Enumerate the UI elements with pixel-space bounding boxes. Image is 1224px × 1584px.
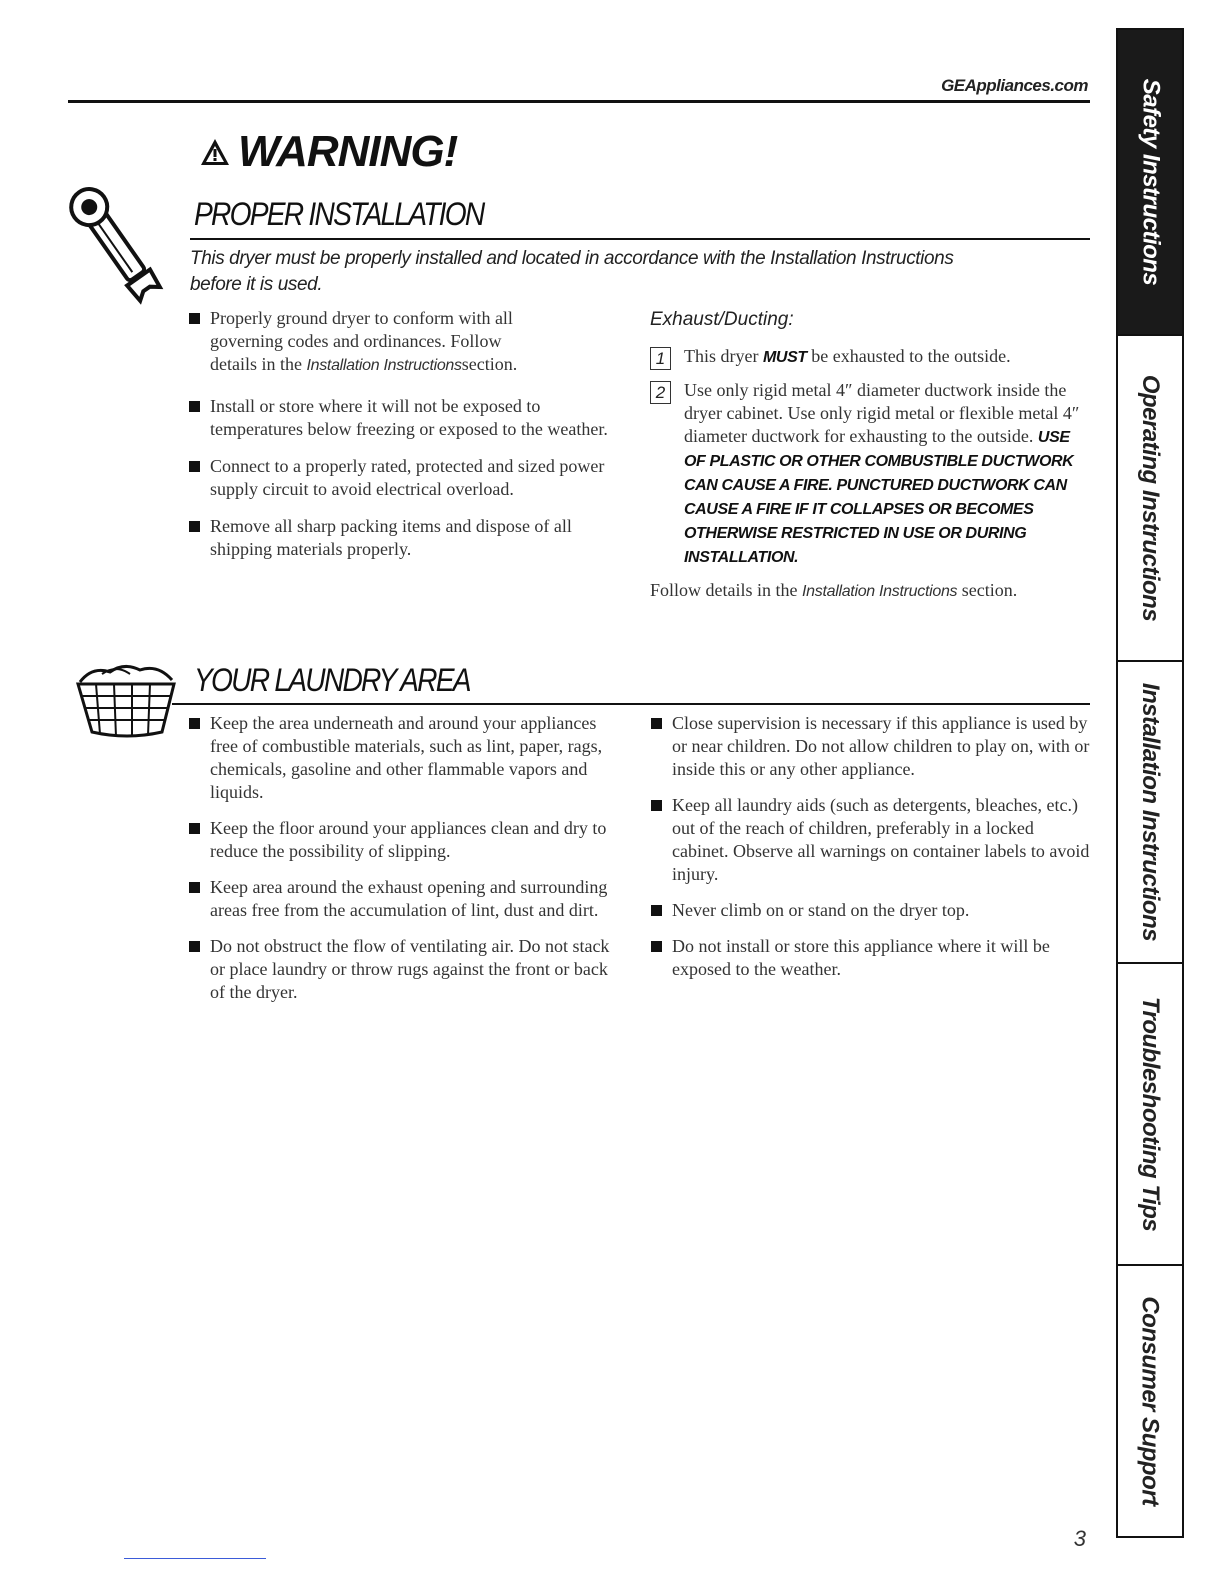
list-item: Keep area around the exhaust opening and surrounding areas free from the accumulation of lint, dust and dirt. — [188, 876, 618, 922]
list-item: Do not obstruct the flow of ventilating air. Do not stack or place laundry or throw rugs against the front or back of the dryer. — [188, 935, 618, 1004]
installation-bullets — [188, 307, 608, 573]
list-item: Close supervision is necessary if this appliance is used by or near children. Do not allow children to play on, with or inside this or any other appliance. — [650, 712, 1090, 781]
tab-consumer-support[interactable]: Consumer Support — [1137, 1296, 1164, 1506]
list-item: Keep the floor around your appliances clean and dry to reduce the possibility of slipping. — [188, 817, 618, 863]
tab-operating-instructions[interactable]: Operating Instructions — [1118, 336, 1182, 662]
exhaust-ducting-title: Exhaust/Ducting: — [650, 309, 794, 330]
tab-safety-instructions[interactable]: Safety Instructions — [1118, 30, 1182, 336]
proper-installation-rule — [190, 238, 1090, 240]
laundry-area-title: YOUR LAUNDRY AREA — [194, 662, 470, 698]
tab-installation-instructions[interactable]: Installation Instructions — [1118, 662, 1182, 964]
laundry-area-rule — [172, 703, 1090, 705]
website-url[interactable]: GEAppliances.com — [941, 76, 1088, 95]
exhaust-ducting-block — [650, 309, 1090, 603]
page-number: 3 — [1073, 1526, 1086, 1551]
warning-heading — [200, 126, 457, 178]
tab-troubleshooting-tips[interactable]: Troubleshooting Tips — [1118, 964, 1182, 1266]
laundry-basket-icon — [72, 660, 182, 740]
proper-installation-title: PROPER INSTALLATION — [194, 196, 484, 232]
exhaust-item-2: 2 Use only rigid metal 4″ diameter ductwork inside the dryer cabinet. Use only rigid metal or flexible metal 4″ diameter ductwork for exhausting to the outside. USE OF PLASTIC OR OTHER COMBUSTIBLE DUCTWORK CAN CAUSE A FIRE. PUNCTURED DUCTWORK CAN CAUSE A FIRE IF IT COLLAPSES OR BECOMES OTHERWISE RESTRICTED IN USE OR DURING INSTALLATION. — [650, 379, 1090, 569]
list-item: Keep the area underneath and around your appliances free of combustible materials, such as lint, paper, rags, chemicals, gasoline and other flammable vapors and liquids. — [188, 712, 618, 804]
exhaust-follow-note: Follow details in the Installation Instructions section. — [650, 580, 1018, 600]
list-item: Keep all laundry aids (such as detergents, bleaches, etc.) out of the reach of children, preferably in a locked cabinet. Observe all warnings on container labels to avoid injury. — [650, 794, 1090, 886]
list-item: Never climb on or stand on the dryer top. — [650, 899, 1090, 922]
list-item: Install or store where it will not be exposed to temperatures below freezing or exposed to the weather. — [188, 395, 608, 441]
list-item: Properly ground dryer to conform with all governing codes and ordinances. Follow details in the Installation Instructionssection. — [188, 307, 608, 377]
laundry-right-bullets — [650, 712, 1090, 993]
wrench-icon — [62, 180, 172, 310]
header-rule — [68, 100, 1090, 103]
footer-link-line — [124, 1558, 266, 1559]
side-tabs — [1116, 28, 1184, 1538]
list-item: Do not install or store this appliance where it will be exposed to the weather. — [650, 935, 1090, 981]
laundry-left-bullets — [188, 712, 618, 1016]
proper-installation-intro: This dryer must be properly installed and located in accordance with the Installation Instructions before it is used. — [190, 248, 954, 295]
warning-title: WARNING! — [238, 127, 458, 176]
list-item: Remove all sharp packing items and dispose of all shipping materials properly. — [188, 515, 608, 561]
exhaust-item-1: 1 This dryer MUST be exhausted to the outside. — [650, 345, 1090, 369]
list-item: Connect to a properly rated, protected and sized power supply circuit to avoid electrical overload. — [188, 455, 608, 501]
warning-triangle-icon — [200, 138, 230, 166]
